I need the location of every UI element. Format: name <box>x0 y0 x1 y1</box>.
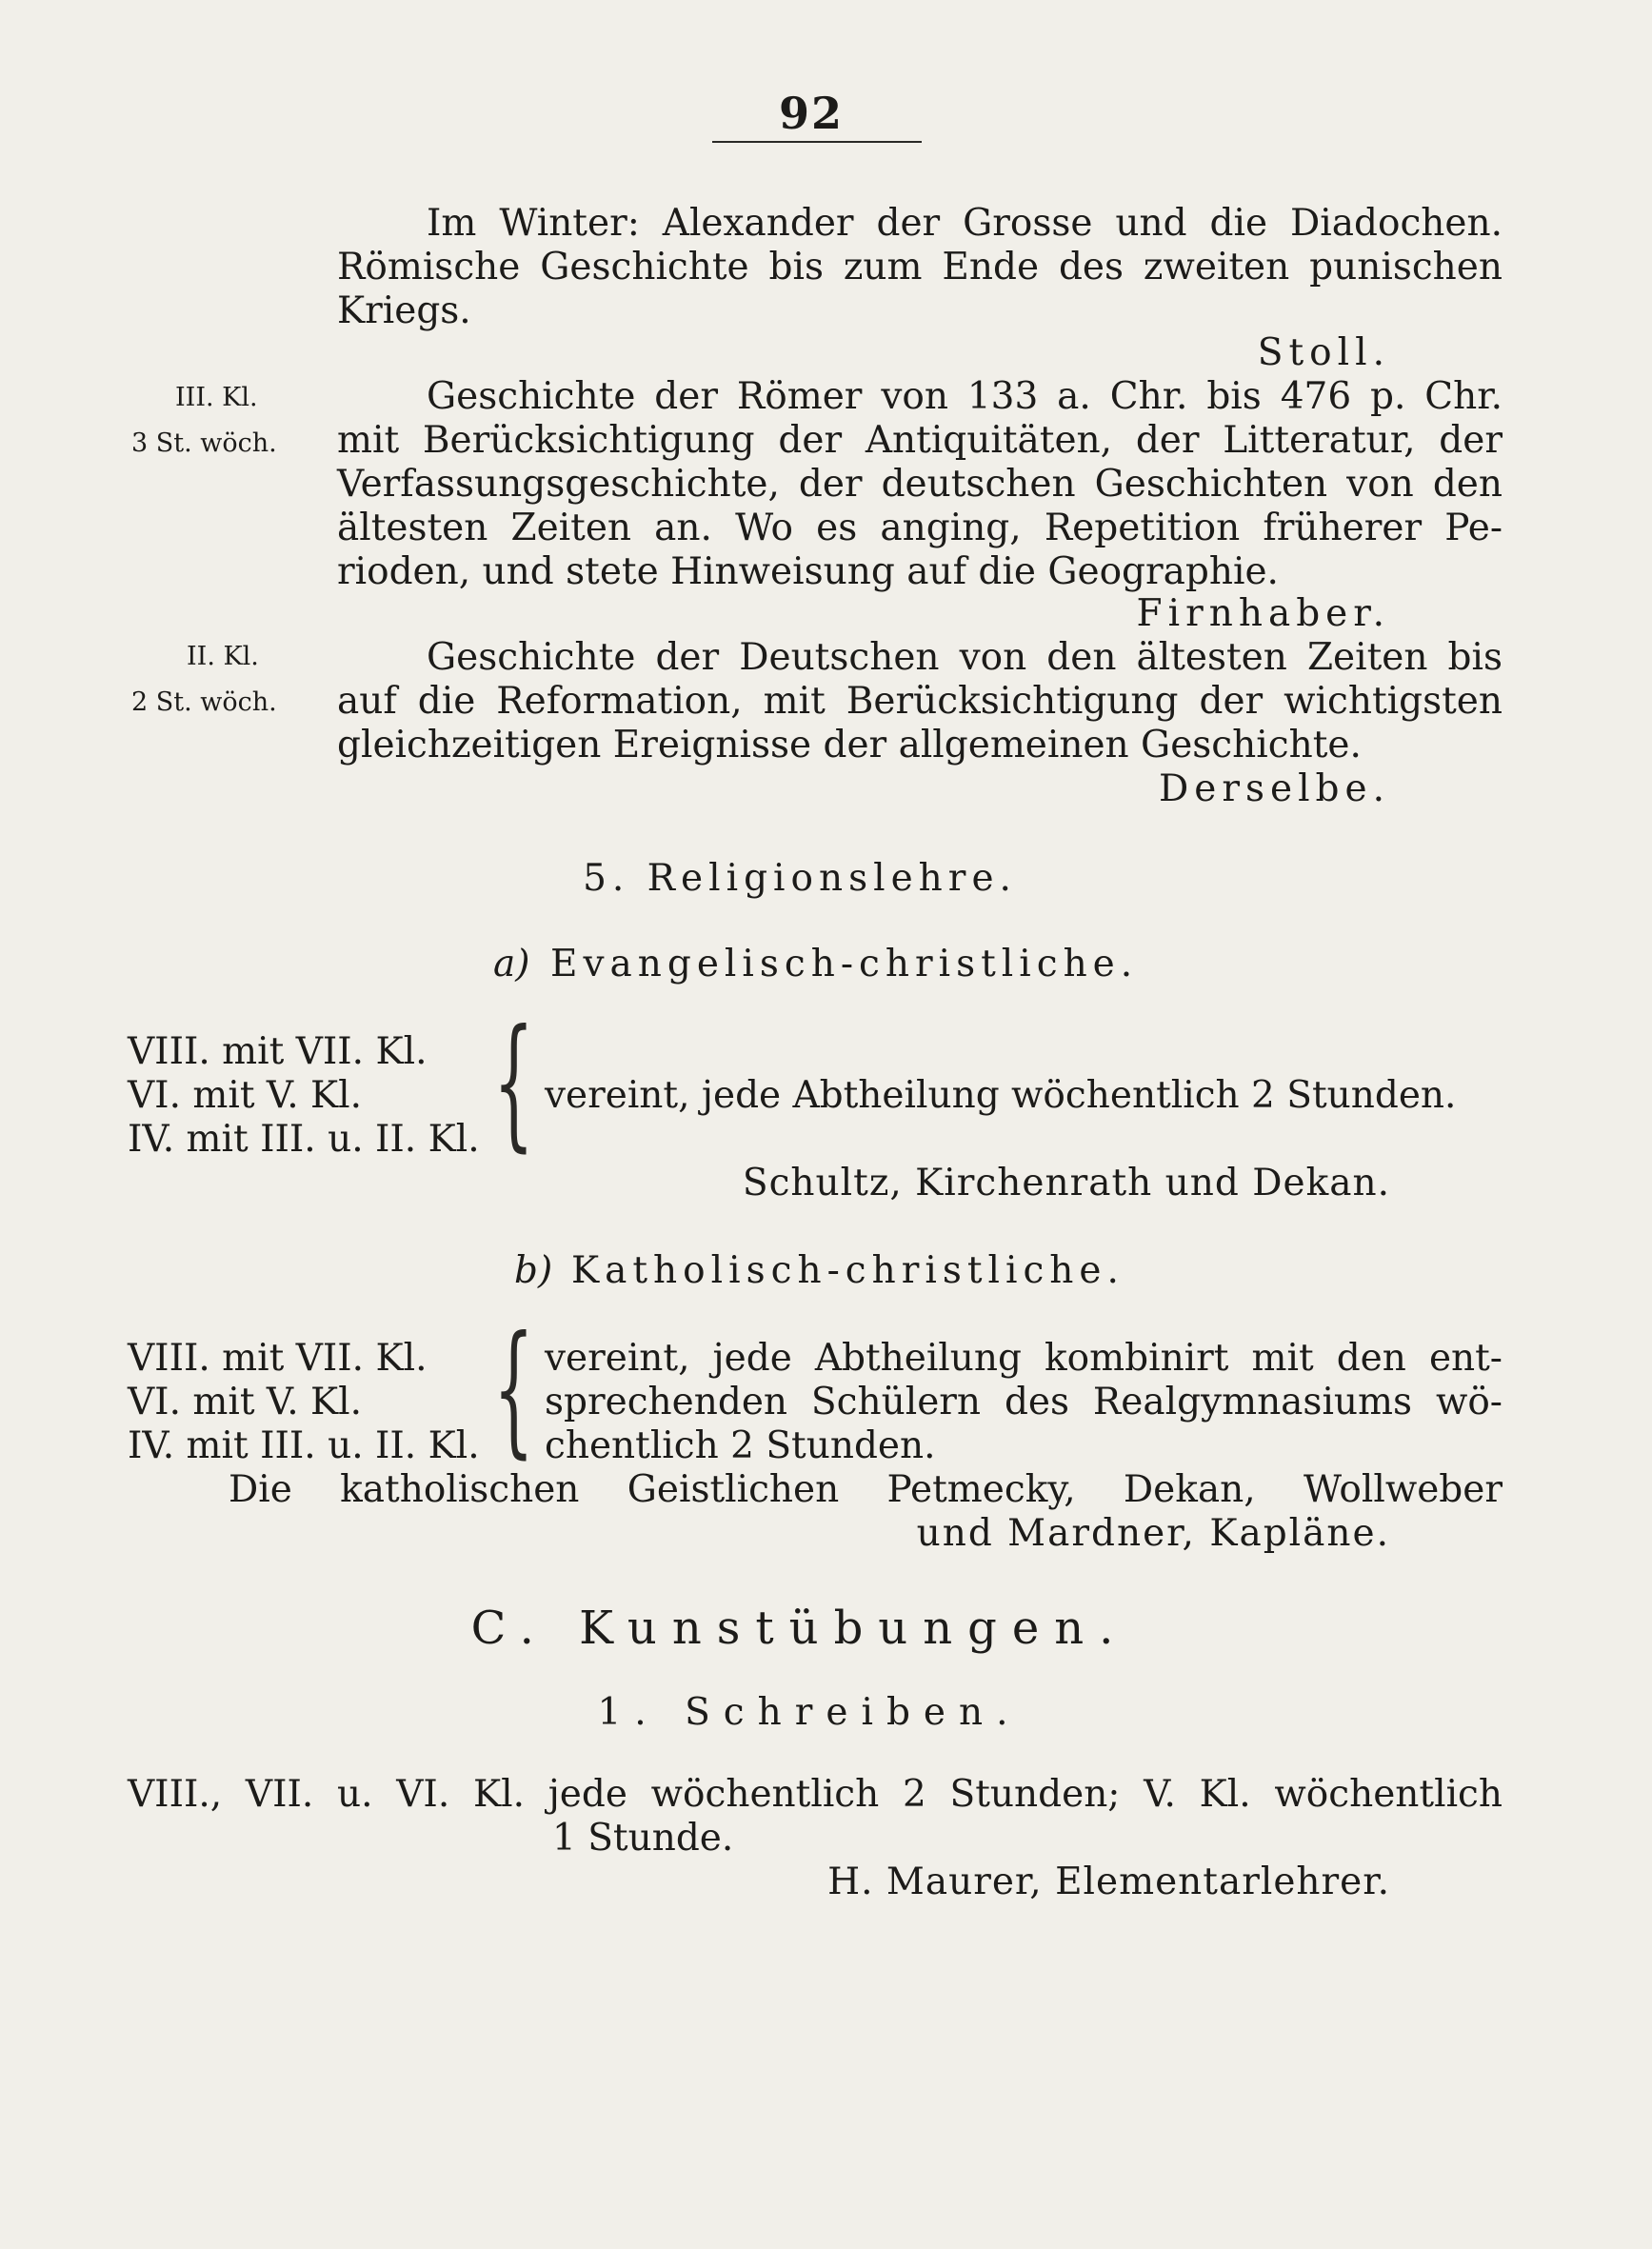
description-line-2: sprechenden Schülern des Realgymnasiums wö- <box>545 1381 1503 1423</box>
class-iii-line-5: rioden, und stete Hinweisung auf die Geographie. <box>337 550 1279 593</box>
teacher-name: Schultz, Kirchenrath und Dekan. <box>742 1162 1390 1204</box>
teachers-line-1: Die katholischen Geistlichen Petmecky, Dekan, Wollweber <box>229 1468 1503 1511</box>
subsection-marker: a) <box>493 943 530 985</box>
class-group-3: IV. mit III. u. II. Kl. <box>128 1424 480 1467</box>
winter-line-1: Im Winter: Alexander der Grosse und die Diadochen. <box>427 202 1503 245</box>
hours-label: 3 St. wöch. <box>131 428 277 458</box>
class-ii-line-3: gleichzeitigen Ereignisse der allgemeinen Geschichte. <box>337 724 1362 766</box>
class-ii-line-2: auf die Reformation, mit Berücksichtigung der wichtigsten <box>337 680 1503 723</box>
section-heading-arts: C. Kunstübungen. <box>470 1602 1129 1655</box>
description-line-1: vereint, jede Abtheilung kombinirt mit den ent- <box>545 1337 1503 1380</box>
brace-icon: { <box>493 1000 534 1165</box>
class-iii-line-1: Geschichte der Römer von 133 a. Chr. bis 476 p. Chr. <box>427 375 1503 418</box>
teacher-name: Stoll. <box>1257 331 1390 374</box>
class-group-3: IV. mit III. u. II. Kl. <box>128 1118 480 1161</box>
writing-line-2: 1 Stunde. <box>552 1817 734 1860</box>
teacher-name: Derselbe. <box>1158 767 1390 810</box>
class-iii-line-3: Verfassungsgeschichte, der deutschen Geschichten von den <box>337 463 1503 506</box>
section-heading-religion: 5. Religionslehre. <box>583 857 1017 900</box>
class-ii-line-1: Geschichte der Deutschen von den ältesten Zeiten bis <box>427 636 1503 679</box>
class-group-1: VIII. mit VII. Kl. <box>128 1337 428 1380</box>
winter-line-2: Römische Geschichte bis zum Ende des zweiten punischen <box>337 246 1503 289</box>
class-group-1: VIII. mit VII. Kl. <box>128 1030 428 1073</box>
description-line-3: chentlich 2 Stunden. <box>545 1424 936 1467</box>
subsection-heading: Katholisch-christliche. <box>571 1249 1125 1292</box>
subsection-heading: Evangelisch-christliche. <box>550 943 1139 985</box>
page-number: 92 <box>779 88 845 139</box>
teacher-name: Firnhaber. <box>1136 592 1390 635</box>
teacher-name: H. Maurer, Elementarlehrer. <box>827 1861 1390 1903</box>
subsection-description: vereint, jede Abtheilung wöchentlich 2 Stunden. <box>545 1074 1457 1117</box>
subsection-marker: b) <box>514 1249 553 1292</box>
header-rule <box>712 141 922 143</box>
hours-label: 2 St. wöch. <box>131 687 277 717</box>
class-group-2: VI. mit V. Kl. <box>128 1074 363 1117</box>
class-label: II. Kl. <box>187 642 259 671</box>
subsection-heading: 1. Schreiben. <box>597 1691 1022 1734</box>
writing-line-1: VIII., VII. u. VI. Kl. jede wöchentlich 2 Stunden; V. Kl. wöchentlich <box>128 1773 1503 1816</box>
brace-icon: { <box>493 1306 534 1472</box>
class-label: III. Kl. <box>175 383 258 412</box>
class-group-2: VI. mit V. Kl. <box>128 1381 363 1423</box>
class-iii-line-4: ältesten Zeiten an. Wo es anging, Repetition früherer Pe- <box>337 507 1503 549</box>
winter-line-3: Kriegs. <box>337 289 471 332</box>
class-iii-line-2: mit Berücksichtigung der Antiquitäten, der Litteratur, der <box>337 419 1503 462</box>
teachers-line-2: und Mardner, Kapläne. <box>916 1512 1390 1555</box>
